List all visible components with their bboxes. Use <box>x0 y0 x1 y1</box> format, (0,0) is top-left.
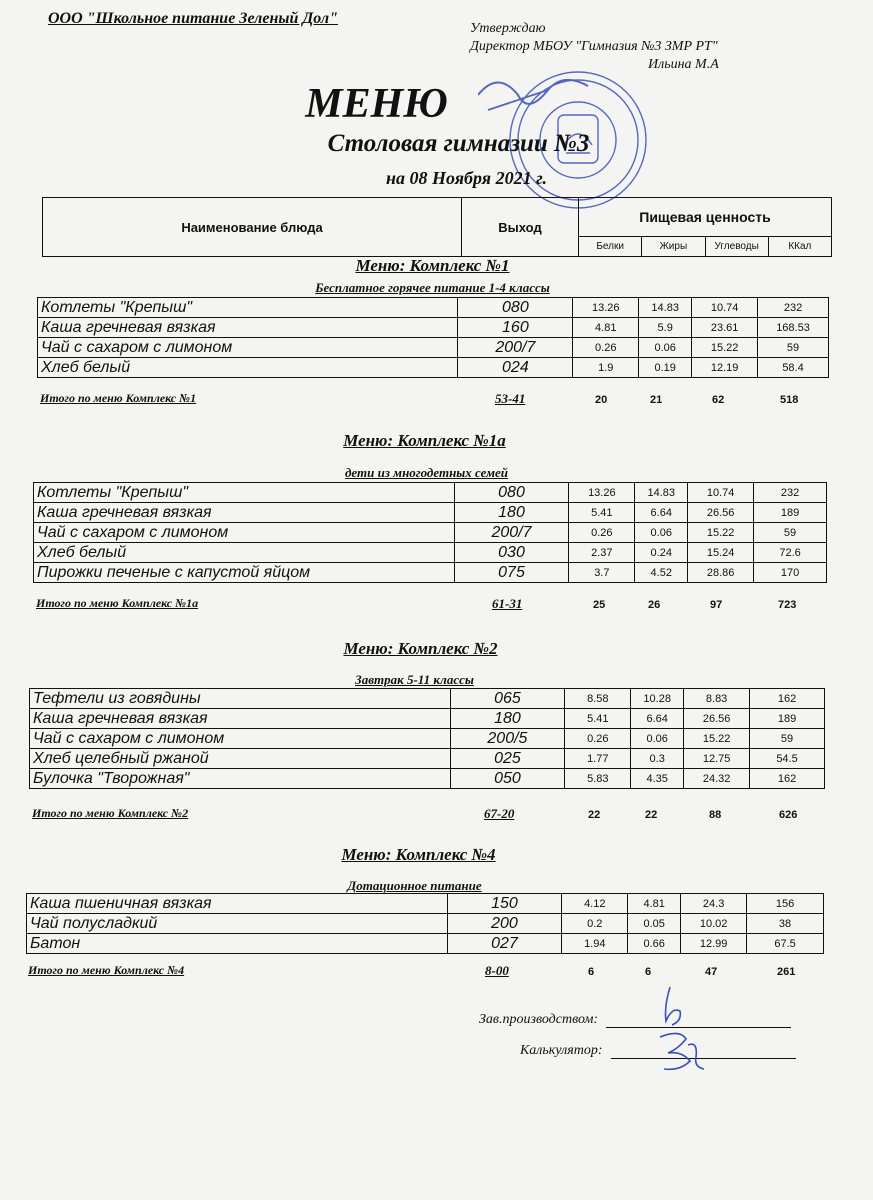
menu-date: на 08 Ноября 2021 г. <box>386 168 547 188</box>
table-row: Каша гречневая вязкая 160 4.81 5.9 23.61 168.53 <box>38 318 829 338</box>
table-row: Чай с сахаром с лимоном 200/5 0.26 0.06 15.22 59 <box>30 729 825 749</box>
table-row: Хлеб белый 024 1.9 0.19 12.19 58.4 <box>38 358 829 378</box>
section-subtitle: Завтрак 5-11 классы <box>355 672 474 687</box>
approval-line-2: Директор МБОУ "Гимназия №3 ЗМР РТ" <box>470 39 718 54</box>
table-row: Чай с сахаром с лимоном 200/7 0.26 0.06 15.22 59 <box>34 523 827 543</box>
canteen-subtitle: Столовая гимназии №3 <box>327 130 590 157</box>
section-subtitle: Бесплатное горячее питание 1-4 классы <box>315 280 550 295</box>
table-row: Хлеб белый 030 2.37 0.24 15.24 72.6 <box>34 543 827 563</box>
section-title: Меню: Комплекс №1а <box>343 431 506 450</box>
table-row: Чай полусладкий 200 0.2 0.05 10.02 38 <box>27 914 824 934</box>
production-signature: Зав.производством: <box>479 1012 791 1028</box>
table-header <box>42 197 832 257</box>
table-row: Пирожки печеные с капустой яйцом 075 3.7 4.52 28.86 170 <box>34 563 827 583</box>
handwritten-signature-icon <box>640 985 710 1075</box>
section-total: Итого по меню Комплекс №2 67-20 22 22 88 626 <box>32 806 798 821</box>
table-row: Каша гречневая вязкая 180 5.41 6.64 26.56 189 <box>34 503 827 523</box>
menu-table <box>26 893 824 954</box>
organization-name: ООО "Школьное питание Зеленый Дол" <box>48 10 338 27</box>
kcal-header: ККал <box>788 241 812 252</box>
column-yield-header: Выход <box>462 198 579 256</box>
table-row: Котлеты "Крепыш" 080 13.26 14.83 10.74 232 <box>34 483 827 503</box>
table-row: Чай с сахаром с лимоном 200/7 0.26 0.06 15.22 59 <box>38 338 829 358</box>
section-total: Итого по меню Комплекс №1а 61-31 25 26 97 723 <box>36 596 797 611</box>
page-title: МЕНЮ <box>305 81 448 127</box>
column-nutrition-header <box>579 198 831 256</box>
column-name-header: Наименование блюда <box>43 198 462 256</box>
section-total: Итого по меню Комплекс №4 8-00 6 6 47 261 <box>28 963 796 978</box>
table-row: Каша пшеничная вязкая 150 4.12 4.81 24.3 156 <box>27 894 824 914</box>
section-title: Меню: Комплекс №4 <box>341 845 496 864</box>
section-subtitle: дети из многодетных семей <box>344 465 509 480</box>
menu-table <box>29 688 825 789</box>
approval-line-1: Утверждаю <box>470 21 546 36</box>
section-total: Итого по меню Комплекс №1 53-41 20 21 62 518 <box>40 391 799 406</box>
table-row: Каша гречневая вязкая 180 5.41 6.64 26.56 189 <box>30 709 825 729</box>
table-row: Хлеб целебный ржаной 025 1.77 0.3 12.75 54.5 <box>30 749 825 769</box>
table-row: Котлеты "Крепыш" 080 13.26 14.83 10.74 232 <box>38 298 829 318</box>
section-subtitle: Дотационное питание <box>347 878 482 893</box>
menu-table <box>33 482 827 583</box>
table-row: Батон 027 1.94 0.66 12.99 67.5 <box>27 934 824 954</box>
section-title: Меню: Комплекс №2 <box>343 639 498 658</box>
protein-header: Белки <box>579 237 642 256</box>
fat-header: Жиры <box>642 237 705 256</box>
nutrition-title: Пищевая ценность <box>579 198 831 237</box>
section-title: Меню: Комплекс №1 <box>355 256 510 275</box>
calculator-signature: Калькулятор: <box>520 1043 796 1059</box>
table-row: Тефтели из говядины 065 8.58 10.28 8.83 162 <box>30 689 825 709</box>
director-name: Ильина М.А <box>648 57 719 72</box>
carbs-header: Углеводы <box>706 237 769 256</box>
menu-table <box>37 297 829 378</box>
table-row: Булочка "Творожная" 050 5.83 4.35 24.32 162 <box>30 769 825 789</box>
